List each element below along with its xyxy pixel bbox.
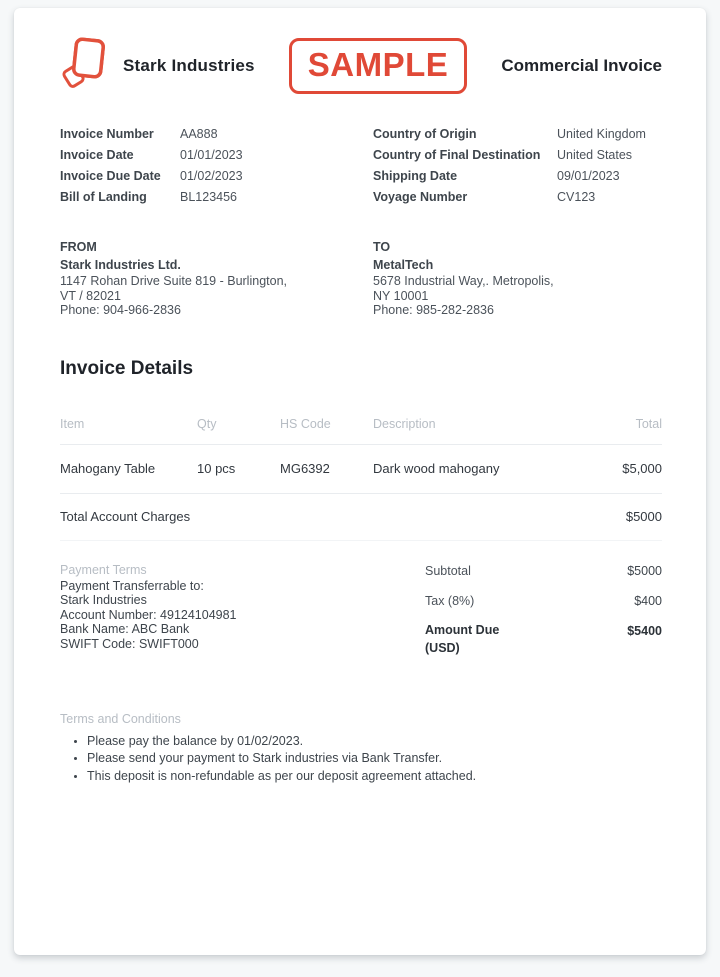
payment-and-summary [60,561,662,666]
meta-label: Voyage Number [373,190,468,204]
amount-due-label: Amount Due (USD) [425,622,500,655]
payment-line: Payment Transferrable to: [60,578,204,593]
cell-qty: 10 pcs [197,460,236,476]
cell-hs-code: MG6392 [280,460,330,476]
from-address-line: VT / 82021 [60,288,121,303]
meta-value: 01/02/2023 [180,169,243,183]
column-header-description: Description [373,416,436,431]
to-block [373,238,662,318]
terms-item: • Please pay the balance by 01/02/2023. [87,733,662,751]
meta-row-invoice-due-date [60,166,373,187]
invoice-content [14,8,706,785]
meta-value: BL123456 [180,190,238,204]
to-name: MetalTech [373,258,434,272]
meta-label: Invoice Due Date [60,169,161,183]
from-address-line: 1147 Rohan Drive Suite 819 - Burlington, [60,274,287,288]
amount-due-value: $5400 [627,623,662,638]
meta-row-country-origin [373,124,662,145]
meta-label: Invoice Number [60,127,154,141]
metadata-right-column [373,124,662,208]
brand [60,34,255,97]
table-row [60,445,662,494]
subtotal-row [373,561,662,582]
stark-logo-icon [60,34,110,97]
terms-heading: Terms and Conditions [60,711,181,726]
total-account-charges-row [60,494,662,541]
from-name: Stark Industries Ltd. [60,258,181,272]
total-account-charges-label: Total Account Charges [60,508,191,524]
brand-name: Stark Industries [123,55,255,75]
payment-line: SWIFT Code: SWIFT000 [60,636,199,651]
column-header-total: Total [635,416,662,431]
cell-description: Dark wood mahogany [373,460,500,476]
meta-row-invoice-date [60,145,373,166]
invoice-sheet [14,8,706,955]
tax-value: $400 [634,593,662,608]
subtotal-value: $5000 [627,563,662,578]
meta-value: 01/01/2023 [180,148,243,162]
cell-total: $5,000 [622,460,662,476]
column-header-item: Item [60,416,85,431]
meta-row-bill-of-landing [60,187,373,208]
meta-row-voyage-number [373,187,662,208]
meta-value: United Kingdom [557,127,646,141]
to-address-line: NY 10001 [373,288,429,303]
payment-line: Account Number: 49124104981 [60,607,237,622]
meta-row-country-destination [373,145,662,166]
payment-line: Stark Industries [60,593,147,607]
header [60,34,662,97]
from-block [60,238,373,318]
payment-terms-heading: Payment Terms [60,562,147,577]
meta-label: Country of Final Destination [373,148,541,162]
meta-label: Bill of Landing [60,190,147,204]
terms-item: • Please send your payment to Stark industries via Bank Transfer. [87,750,662,768]
payment-terms-block [60,561,373,666]
meta-value: 09/01/2023 [557,169,620,183]
meta-value: AA888 [180,127,218,141]
invoice-details-title: Invoice Details [60,357,194,379]
terms-item: • This deposit is non-refundable as per our deposit agreement attached. [87,768,662,786]
tax-row [373,591,662,612]
summary-block [373,561,662,666]
payment-line: Bank Name: ABC Bank [60,622,190,636]
sample-stamp: SAMPLE [289,38,468,94]
terms-list [60,733,662,786]
parties [60,238,662,318]
column-header-hs-code: HS Code [280,416,331,431]
cell-item: Mahogany Table [60,460,156,476]
amount-due-row [373,621,662,657]
to-address-line: 5678 Industrial Way,. Metropolis, [373,274,554,288]
meta-label: Invoice Date [60,148,134,162]
meta-row-invoice-number [60,124,373,145]
subtotal-label: Subtotal [425,563,471,578]
meta-label: Country of Origin [373,127,477,141]
total-account-charges-value: $5000 [625,508,662,524]
metadata-left-column [60,124,373,208]
meta-value: United States [557,148,633,162]
document-title: Commercial Invoice [501,55,662,75]
to-heading: TO [373,240,391,254]
meta-label: Shipping Date [373,169,458,183]
column-header-qty: Qty [197,416,217,431]
from-phone: Phone: 904-966-2836 [60,303,181,317]
invoice-metadata [60,124,662,208]
terms-and-conditions-block [60,710,662,786]
from-heading: FROM [60,240,97,254]
tax-label: Tax (8%) [425,593,475,608]
to-phone: Phone: 985-282-2836 [373,303,494,317]
meta-row-shipping-date [373,166,662,187]
items-table-header [60,417,662,445]
meta-value: CV123 [557,190,596,204]
